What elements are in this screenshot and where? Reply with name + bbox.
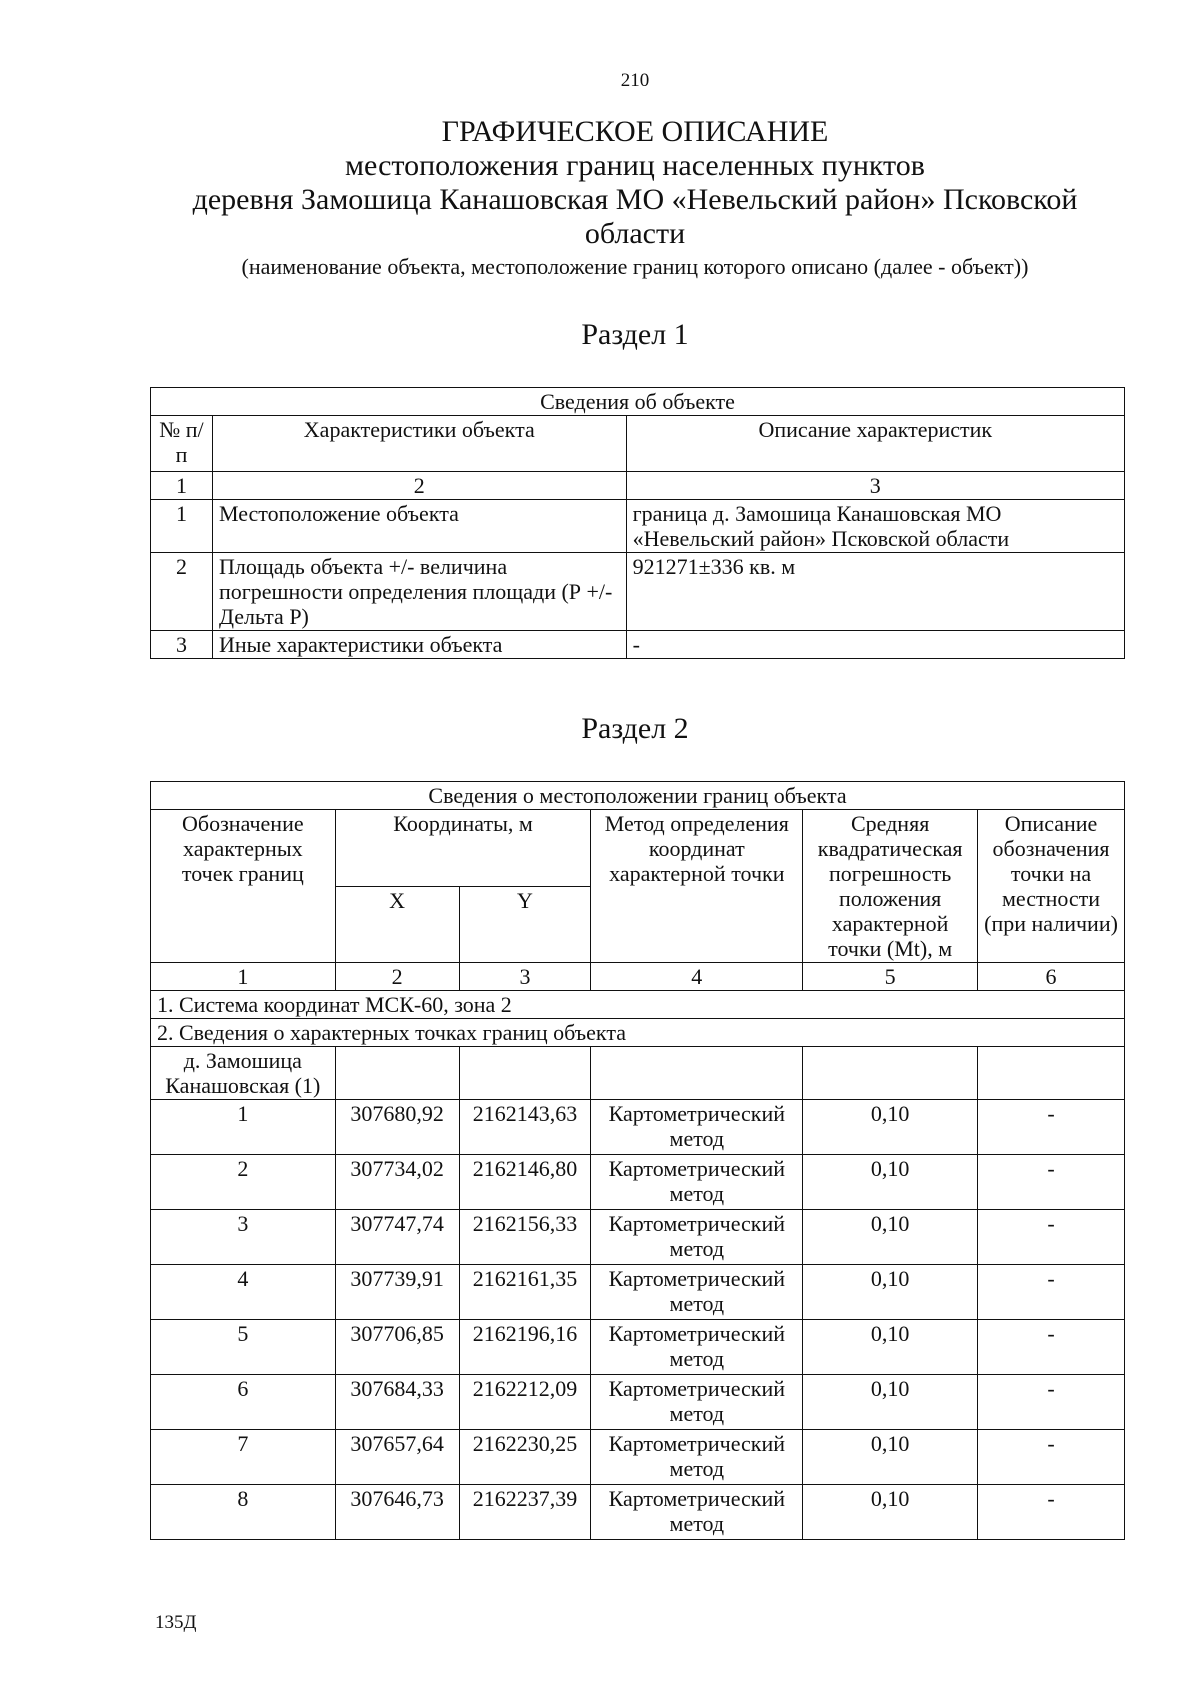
coord-y: 2162230,25 bbox=[459, 1430, 591, 1485]
method: Картометрический метод bbox=[591, 1320, 803, 1375]
point-description: - bbox=[978, 1485, 1125, 1540]
column-number: 6 bbox=[978, 963, 1125, 991]
column-number: 2 bbox=[212, 472, 626, 500]
point-number: 8 bbox=[151, 1485, 336, 1540]
table-row bbox=[151, 1100, 1125, 1155]
coord-y: 2162146,80 bbox=[459, 1155, 591, 1210]
coord-y: 2162237,39 bbox=[459, 1485, 591, 1540]
column-number: 1 bbox=[151, 472, 213, 500]
coord-x: 307680,92 bbox=[335, 1100, 459, 1155]
point-number: 1 bbox=[151, 1100, 336, 1155]
table-row bbox=[151, 1265, 1125, 1320]
point-description: - bbox=[978, 1375, 1125, 1430]
point-number: 6 bbox=[151, 1375, 336, 1430]
header-description: Описание обозначения точки на местности (при наличии) bbox=[978, 810, 1125, 963]
table-title: Сведения об объекте bbox=[151, 388, 1125, 416]
points-info-row: 2. Сведения о характерных точках границ объекта bbox=[151, 1019, 1125, 1047]
coord-x: 307734,02 bbox=[335, 1155, 459, 1210]
point-number: 5 bbox=[151, 1320, 336, 1375]
header-coordinates: Координаты, м bbox=[335, 810, 591, 887]
table-row bbox=[151, 1430, 1125, 1485]
title-caption: (наименование объекта, местоположение границ которого описано (далее - объект)) bbox=[241, 254, 1029, 279]
coord-y: 2162156,33 bbox=[459, 1210, 591, 1265]
column-number: 1 bbox=[151, 963, 336, 991]
coord-x: 307747,74 bbox=[335, 1210, 459, 1265]
method: Картометрический метод bbox=[591, 1265, 803, 1320]
coord-y: 2162143,63 bbox=[459, 1100, 591, 1155]
method: Картометрический метод bbox=[591, 1485, 803, 1540]
column-number: 3 bbox=[459, 963, 591, 991]
table-row bbox=[151, 553, 1125, 631]
coordinate-system-row: 1. Система координат МСК-60, зона 2 bbox=[151, 991, 1125, 1019]
table-row bbox=[151, 1210, 1125, 1265]
point-description: - bbox=[978, 1430, 1125, 1485]
point-description: - bbox=[978, 1210, 1125, 1265]
coord-x: 307646,73 bbox=[335, 1485, 459, 1540]
section-2-heading: Раздел 2 bbox=[581, 712, 689, 745]
object-info-table bbox=[150, 387, 1125, 659]
coord-y: 2162212,09 bbox=[459, 1375, 591, 1430]
method: Картометрический метод bbox=[591, 1155, 803, 1210]
page-number: 210 bbox=[620, 70, 650, 91]
mt-error: 0,10 bbox=[803, 1100, 978, 1155]
point-description: - bbox=[978, 1155, 1125, 1210]
characteristic-name: Иные характеристики объекта bbox=[212, 631, 626, 659]
characteristic-value: граница д. Замошица Канашовская МО «Невельский район» Псковской области bbox=[626, 500, 1124, 553]
point-description: - bbox=[978, 1100, 1125, 1155]
mt-error: 0,10 bbox=[803, 1265, 978, 1320]
coord-y: 2162196,16 bbox=[459, 1320, 591, 1375]
characteristic-name: Местоположение объекта bbox=[212, 500, 626, 553]
title-line-4: области bbox=[584, 217, 686, 250]
header-cell: Характеристики объекта bbox=[212, 416, 626, 472]
table-row bbox=[151, 500, 1125, 553]
table-row bbox=[151, 1375, 1125, 1430]
table-title: Сведения о местоположении границ объекта bbox=[151, 782, 1125, 810]
column-number: 3 bbox=[626, 472, 1124, 500]
method: Картометрический метод bbox=[591, 1430, 803, 1485]
mt-error: 0,10 bbox=[803, 1210, 978, 1265]
title-block bbox=[150, 115, 1120, 281]
column-number: 5 bbox=[803, 963, 978, 991]
characteristic-value: 921271±336 кв. м bbox=[626, 553, 1124, 631]
header-method: Метод определения координат характерной точки bbox=[591, 810, 803, 963]
table-row bbox=[151, 1155, 1125, 1210]
group-label: д. Замошица Канашовская (1) bbox=[151, 1047, 336, 1100]
header-points: Обозначение характерных точек границ bbox=[151, 810, 336, 963]
row-number: 3 bbox=[151, 631, 213, 659]
mt-error: 0,10 bbox=[803, 1430, 978, 1485]
coord-x: 307684,33 bbox=[335, 1375, 459, 1430]
row-number: 2 bbox=[151, 553, 213, 631]
section-1-heading: Раздел 1 bbox=[581, 318, 689, 351]
title-line-3: деревня Замошица Канашовская МО «Невельский район» Псковской bbox=[192, 183, 1078, 216]
method: Картометрический метод bbox=[591, 1210, 803, 1265]
boundary-points-table bbox=[150, 781, 1125, 1540]
characteristic-name: Площадь объекта +/- величина погрешности определения площади (Р +/- Дельта Р) bbox=[212, 553, 626, 631]
document-title: ГРАФИЧЕСКОЕ ОПИСАНИЕ bbox=[441, 115, 829, 148]
row-number: 1 bbox=[151, 500, 213, 553]
mt-error: 0,10 bbox=[803, 1155, 978, 1210]
coord-x: 307657,64 bbox=[335, 1430, 459, 1485]
mt-error: 0,10 bbox=[803, 1485, 978, 1540]
point-description: - bbox=[978, 1265, 1125, 1320]
coord-x: 307706,85 bbox=[335, 1320, 459, 1375]
header-y: Y bbox=[459, 886, 591, 963]
mt-error: 0,10 bbox=[803, 1320, 978, 1375]
title-line-2: местоположения границ населенных пунктов bbox=[345, 149, 925, 182]
column-number: 4 bbox=[591, 963, 803, 991]
point-number: 7 bbox=[151, 1430, 336, 1485]
mt-error: 0,10 bbox=[803, 1375, 978, 1430]
method: Картометрический метод bbox=[591, 1375, 803, 1430]
table-row bbox=[151, 631, 1125, 659]
column-number: 2 bbox=[335, 963, 459, 991]
table-row bbox=[151, 1485, 1125, 1540]
coord-x: 307739,91 bbox=[335, 1265, 459, 1320]
header-error: Средняя квадратическая погрешность положения характерной точки (Mt), м bbox=[803, 810, 978, 963]
point-description: - bbox=[978, 1320, 1125, 1375]
point-number: 2 bbox=[151, 1155, 336, 1210]
method: Картометрический метод bbox=[591, 1100, 803, 1155]
coord-y: 2162161,35 bbox=[459, 1265, 591, 1320]
characteristic-value: - bbox=[626, 631, 1124, 659]
point-number: 4 bbox=[151, 1265, 336, 1320]
footer-code: 135Д bbox=[155, 1612, 197, 1633]
header-x: X bbox=[335, 886, 459, 963]
table-row bbox=[151, 1320, 1125, 1375]
point-number: 3 bbox=[151, 1210, 336, 1265]
header-cell: Описание характеристик bbox=[626, 416, 1124, 472]
header-cell: № п/п bbox=[151, 416, 213, 472]
